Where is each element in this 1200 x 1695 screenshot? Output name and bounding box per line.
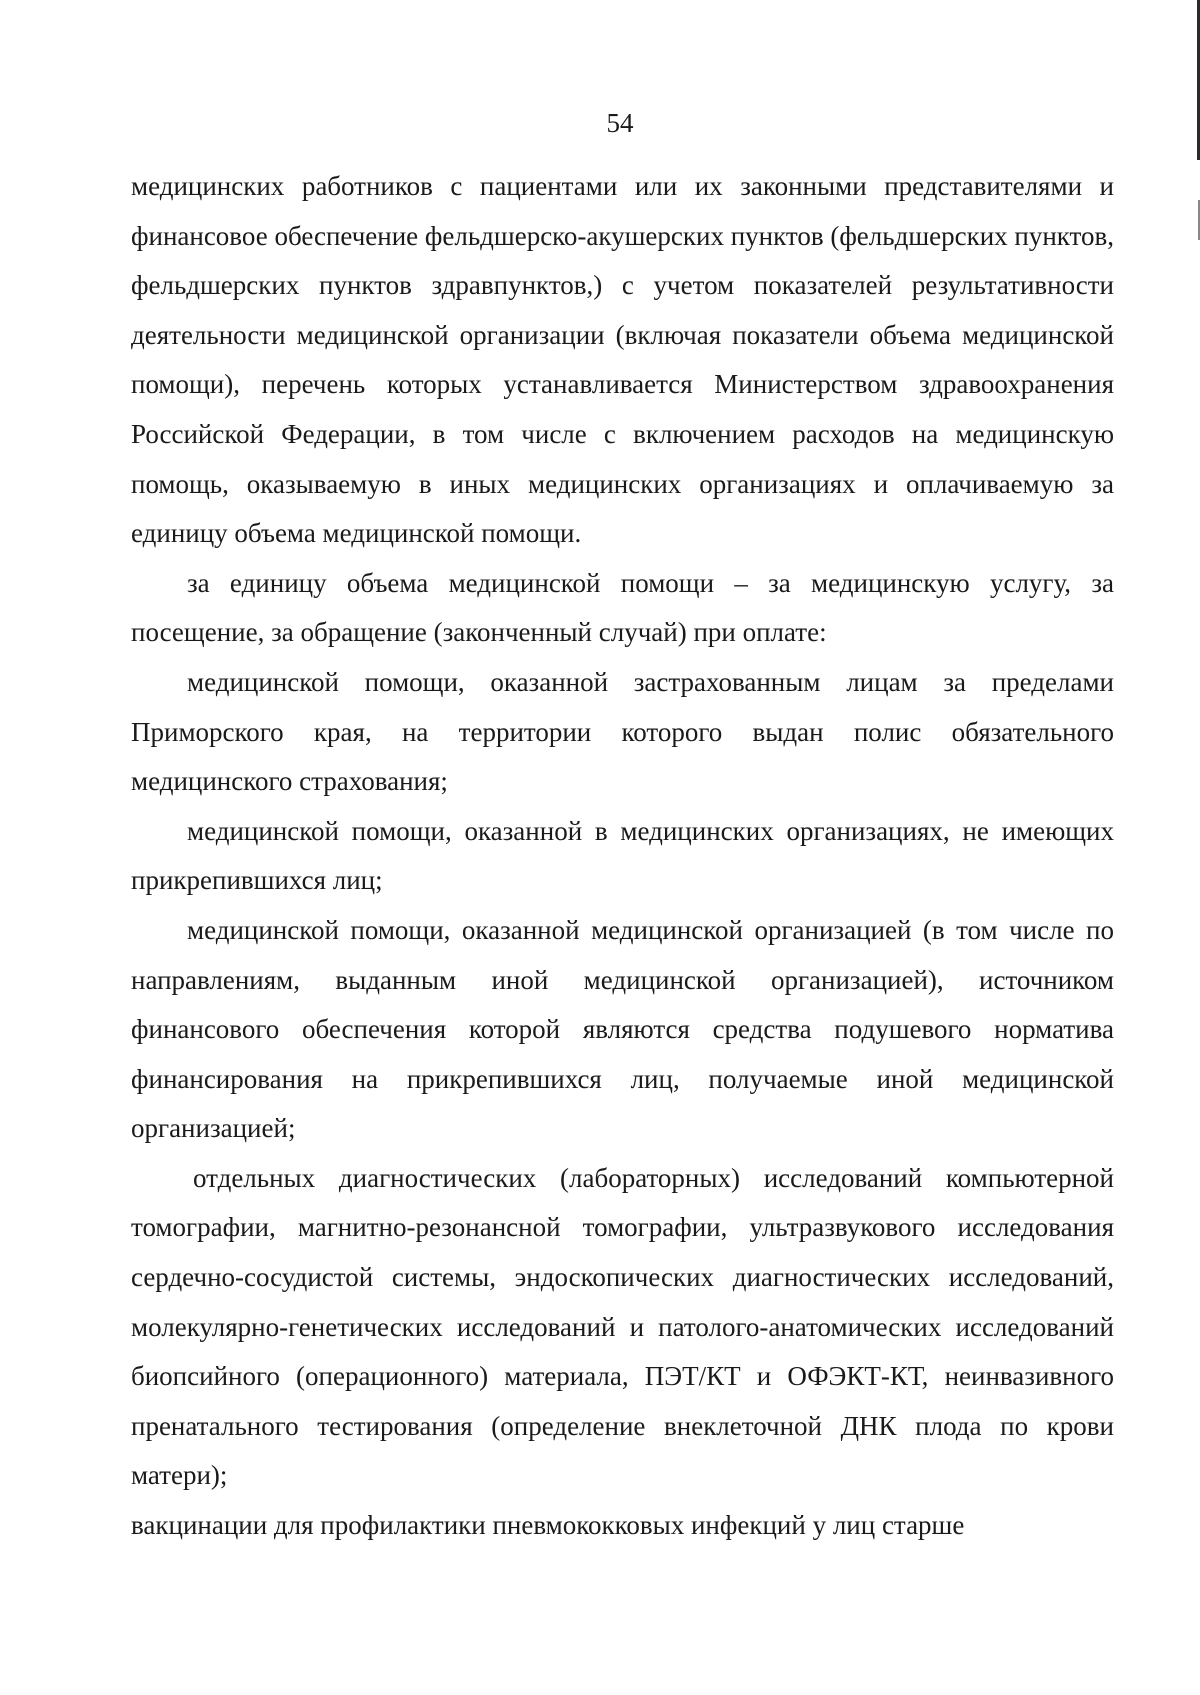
paragraph: медицинской помощи, оказанной медицинской организацией (в том числе по направлениям, выданным иной медицинской организацией), источником финансового обеспечения которой являются средства подушевого норматива финансирования на прикрепившихся лиц, получаемые иной медицинской организацией; [131,914,1114,1144]
paragraph: медицинской помощи, оказанной в медицинских организациях, не имеющих прикрепившихся лиц; [131,815,1114,896]
paragraph-continuation: медицинских работников с пациентами или их законными представителями и финансовое обеспечение фельдшерско-акушерских пунктов (фельдшерских пунктов, фельдшерских пунктов здравпунктов,) с учетом показателей результативности деятельности медицинской организации (включая показатели объема медицинской помощи), перечень которых устанавливается Министерством здравоохранения Российской Федерации, в том числе с включением расходов на медицинскую помощь, оказываемую в иных медицинских организациях и оплачиваемую за единицу объема медицинской помощи. [131,171,1114,549]
paragraph: медицинской помощи, оказанной застрахованным лицам за пределами Приморского края, на территории которого выдан полис обязательного медицинского страхования; [131,666,1114,797]
page-number: 54 [606,108,634,138]
paragraph: за единицу объема медицинской помощи – за медицинскую услугу, за посещение, за обращение (законченный случай) при оплате: [131,567,1114,648]
paragraph: отдельных диагностических (лабораторных) исследований компьютерной томографии, магнитно-резонансной томографии, ультразвукового исследования сердечно-сосудистой системы, эндоскопических диагностических исследований, молекулярно-генетических исследований и патолого-анатомических исследований биопсийного (операционного) материала, ПЭТ/КТ и ОФЭКТ-КТ, неинвазивного пренатального тестирования (определение внеклеточной ДНК плода по крови матери); [131,1162,1114,1491]
paragraph: вакцинации для профилактики пневмококковых инфекций у лиц старше [131,1510,965,1541]
document-body [131,162,1114,1551]
